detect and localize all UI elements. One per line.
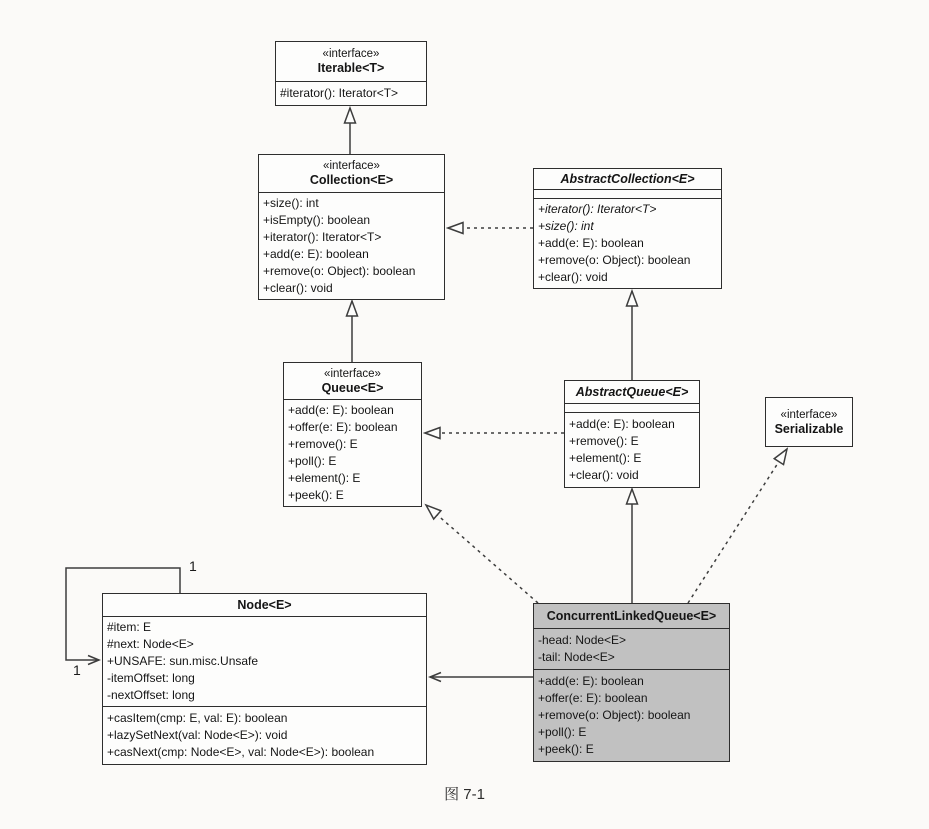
attribute: -head: Node<E> [538,633,627,647]
method: +lazySetNext(val: Node<E>): void [107,728,288,742]
class-name: AbstractQueue<E> [575,384,689,399]
class-box-node [102,593,427,765]
title-compartment [103,594,426,617]
class-box-serializable [765,397,853,447]
method: +peek(): E [538,742,594,756]
class-name: Node<E> [237,597,292,612]
class-box-queue [283,362,422,507]
method: +isEmpty(): boolean [263,213,371,227]
method: +add(e: E): boolean [569,417,675,431]
class-box-concurrent-linked-queue [533,603,730,762]
method: +casNext(cmp: Node<E>, val: Node<E>): boolean [107,745,375,759]
attribute: #item: E [107,620,152,634]
method: +remove(): E [569,434,639,448]
methods-compartment [565,413,699,487]
class-name: Iterable<T> [317,61,385,75]
method: +add(e: E): boolean [263,247,369,261]
attributes-compartment-empty [565,404,699,413]
method: +offer(e: E): boolean [538,691,648,705]
attribute: +UNSAFE: sun.misc.Unsafe [107,654,259,668]
class-name: Collection<E> [309,173,394,187]
attribute: -itemOffset: long [107,671,195,685]
multiplicity-label-bottom: 1 [73,662,81,678]
title-compartment [284,363,421,400]
class-box-iterable [275,41,427,106]
method: +remove(o: Object): boolean [538,708,691,722]
method: +add(e: E): boolean [288,403,394,417]
method: +iterator(): Iterator<T> [263,230,382,244]
class-box-collection [258,154,445,300]
methods-compartment [276,82,426,105]
title-compartment [565,381,699,404]
methods-compartment [259,193,444,299]
title-compartment [534,169,721,190]
attribute: #next: Node<E> [107,637,194,651]
realization-clq-to-serializable [688,449,787,603]
title-compartment [276,42,426,82]
attributes-compartment-empty [534,190,721,199]
class-name: ConcurrentLinkedQueue<E> [546,608,717,623]
multiplicity-label-top: 1 [189,558,197,574]
attribute: -nextOffset: long [107,688,195,702]
title-compartment [766,398,852,446]
stereotype-label: «interface» [323,160,380,172]
method: +element(): E [569,451,642,465]
class-box-abstract-collection [533,168,722,289]
method: +size(): int [263,196,319,210]
attributes-compartment [534,629,729,670]
class-box-abstract-queue [564,380,700,488]
method: +peek(): E [288,488,344,502]
methods-compartment [103,707,426,764]
methods-compartment [534,199,721,288]
attribute: -tail: Node<E> [538,650,615,664]
method: +clear(): void [538,270,608,284]
method: +element(): E [288,471,361,485]
method: +remove(): E [288,437,358,451]
figure-caption: 图 7-1 [444,786,485,803]
method: +clear(): void [263,281,333,295]
method: +remove(o: Object): boolean [538,253,691,267]
stereotype-label: «interface» [780,408,838,421]
stereotype-label: «interface» [322,48,380,60]
method: +casItem(cmp: E, val: E): boolean [107,711,288,725]
method: +size(): int [538,219,594,233]
attributes-compartment [103,617,426,707]
method: +clear(): void [569,468,639,482]
method: +poll(): E [288,454,337,468]
method: +iterator(): Iterator<T> [538,202,657,216]
method: +poll(): E [538,725,587,739]
class-name: Serializable [774,421,844,436]
realization-clq-to-queue [426,505,538,603]
method: +offer(e: E): boolean [288,420,398,434]
title-compartment [534,604,729,629]
title-compartment [259,155,444,193]
methods-compartment [284,400,421,506]
class-name: AbstractCollection<E> [560,171,695,186]
stereotype-label: «interface» [324,367,381,380]
method: +add(e: E): boolean [538,236,644,250]
method: +remove(o: Object): boolean [263,264,416,278]
method: +add(e: E): boolean [538,674,644,688]
class-name: Queue<E> [321,380,384,395]
method: #iterator(): Iterator<T> [280,86,399,100]
methods-compartment [534,670,729,761]
